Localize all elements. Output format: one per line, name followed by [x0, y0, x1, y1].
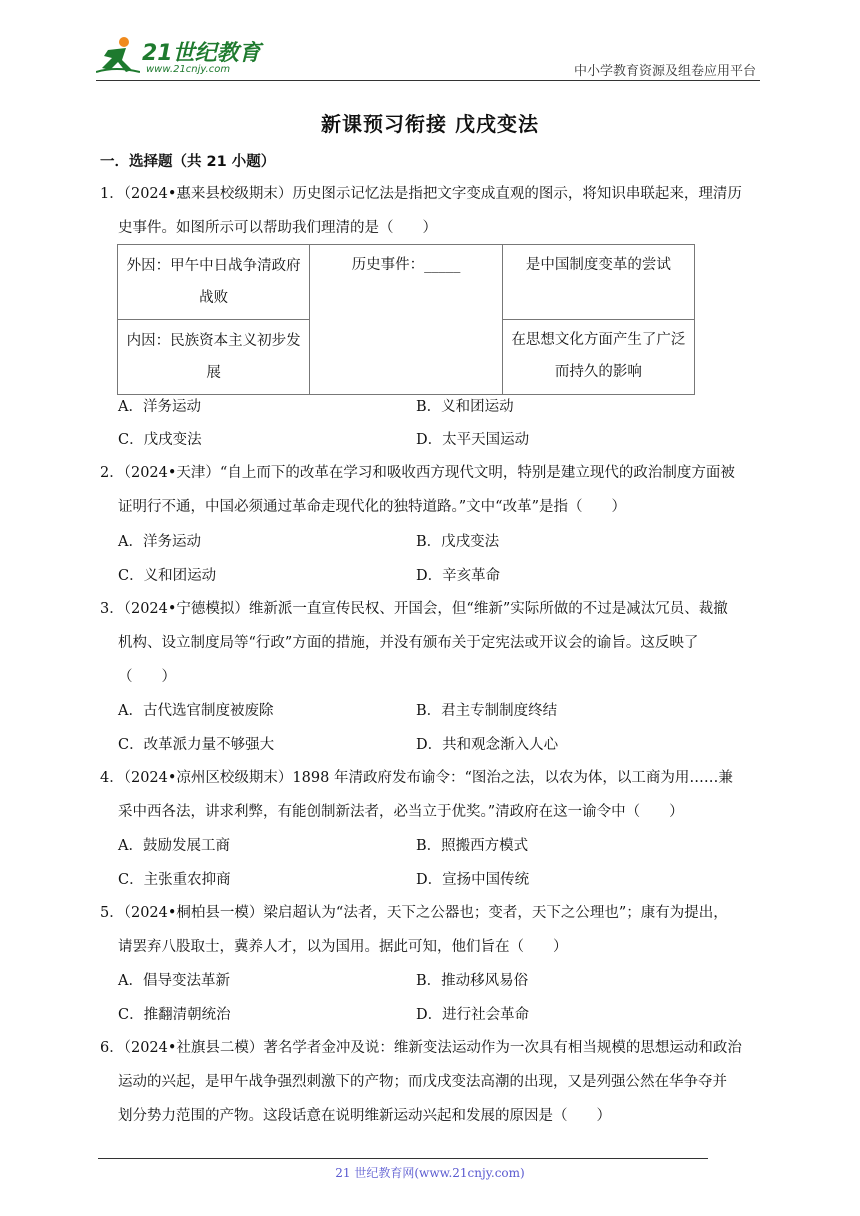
platform-name: 中小学教育资源及组卷应用平台: [573, 64, 756, 79]
question-2-stem: [100, 456, 764, 524]
footer-divider: [98, 1158, 708, 1159]
logo-url: www.21cnjy.com: [146, 64, 231, 75]
option-c: C．义和团运动: [118, 568, 217, 584]
cell-line: 外因：甲午中日战争清政府: [126, 258, 301, 274]
option-b: B．推动移风易俗: [416, 973, 529, 989]
option-a: A．鼓励发展工商: [118, 838, 230, 854]
question-line: 1．（2024•惠来县校级期末）历史图示记忆法是指把文字变成直观的图示，将知识串联起来，理清历: [100, 186, 742, 202]
option-b: B．君主专制制度终结: [416, 703, 558, 719]
logo-text: 21世纪教育: [142, 41, 261, 66]
table-cell-historical-event: 历史事件：_____: [310, 245, 502, 395]
option-b: B．戊戌变法: [416, 534, 500, 550]
cell-line: 在思想文化方面产生了广泛: [511, 332, 686, 348]
table-cell-internal-cause: [118, 320, 310, 395]
question-6-stem: [100, 1031, 764, 1133]
option-c: C．推翻清朝统治: [118, 1007, 231, 1023]
cell-line: 是中国制度变革的尝试: [525, 257, 671, 273]
question-line: 证明行不通，中国必须通过革命走现代化的独特道路。”文中“改革”是指（ ）: [118, 499, 626, 515]
option-a: A．洋务运动: [118, 399, 201, 415]
option-a: A．洋务运动: [118, 534, 201, 550]
question-line: 3．（2024•宁德模拟）维新派一直宣传民权、开国会，但“维新”实际所做的不过是减汰冗员、裁撤: [100, 601, 728, 617]
question-1-stem: [100, 177, 764, 245]
cell-line: 而持久的影响: [554, 364, 642, 380]
cell-line: 战败: [199, 290, 229, 306]
option-d: D．进行社会革命: [416, 1007, 530, 1023]
header-divider: [96, 80, 760, 81]
question-line: 5．（2024•桐柏县一模）梁启超认为“法者，天下之公器也；变者，天下之公理也”；康有为提出，: [100, 905, 728, 921]
option-d: D．共和观念渐入人心: [416, 737, 559, 753]
cell-line: 内因：民族资本主义初步发: [126, 333, 301, 349]
question-line: 请罢弃八股取士，冀养人才，以为国用。据此可知，他们旨在（ ）: [118, 939, 568, 955]
option-d: D．辛亥革命: [416, 568, 501, 584]
option-a: A．倡导变法革新: [118, 973, 230, 989]
question-5-stem: [100, 896, 764, 964]
question-line: 划分势力范围的产物。这段话意在说明维新运动兴起和发展的原因是（ ）: [118, 1108, 611, 1124]
option-c: C．主张重农抑商: [118, 872, 231, 888]
question-line: 4．（2024•凉州区校级期末）1898 年清政府发布谕令：“图治之法，以农为体，以工商为用……兼: [100, 770, 733, 786]
question-line: （ ）: [118, 669, 176, 685]
question-line: 6．（2024•社旗县二模）著名学者金冲及说：维新变法运动作为一次具有相当规模的思想运动和政治: [100, 1040, 742, 1056]
runner-logo-icon: [96, 36, 140, 76]
question-line: 采中西各法，讲求利弊，有能创制新法者，必当立于优奖。”清政府在这一谕令中（ ）: [118, 804, 684, 820]
table-cell-external-cause: [118, 245, 310, 320]
table-cell-significance-1: [502, 245, 694, 320]
option-d: D．太平天国运动: [416, 432, 530, 448]
question-line: 机构、设立制度局等“行政”方面的措施，并没有颁布关于定宪法或开议会的谕旨。这反映了: [118, 635, 699, 651]
question-line: 运动的兴起，是甲午战争强烈刺激下的产物；而戊戌变法高潮的出现，又是列强公然在华争夺并: [118, 1074, 727, 1090]
question-line: 史事件。如图所示可以帮助我们理清的是（ ）: [118, 220, 437, 236]
cell-line: 展: [206, 365, 221, 381]
option-a: A．古代选官制度被废除: [118, 703, 274, 719]
question-line: 2．（2024•天津）“自上而下的改革在学习和吸收西方现代文明，特别是建立现代的政治制度方面被: [100, 465, 735, 481]
page-title: 新课预习衔接 戊戌变法: [321, 112, 539, 136]
option-c: C．戊戌变法: [118, 432, 202, 448]
question-3-stem: [100, 592, 764, 694]
table-cell-significance-2: [502, 320, 694, 395]
option-b: B．照搬西方模式: [416, 838, 529, 854]
footer-link[interactable]: 21 世纪教育网(www.21cnjy.com): [335, 1166, 525, 1180]
option-b: B．义和团运动: [416, 399, 514, 415]
section-heading: 一．选择题（共 21 小题）: [100, 154, 276, 170]
question-4-stem: [100, 761, 764, 829]
site-logo: [96, 34, 266, 80]
option-c: C．改革派力量不够强大: [118, 737, 275, 753]
question-1-diagram-table: [117, 244, 695, 395]
option-d: D．宣扬中国传统: [416, 872, 530, 888]
